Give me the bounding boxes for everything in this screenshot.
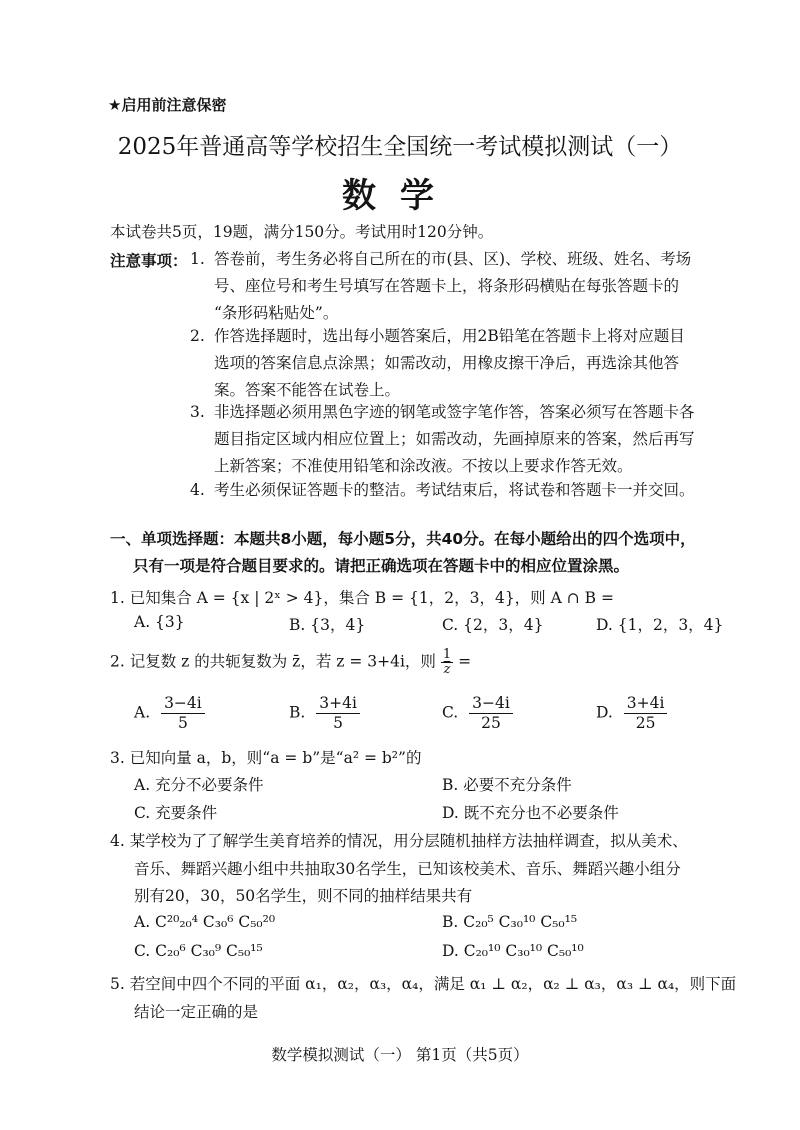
note-line: “条形码粘贴处”。: [214, 304, 339, 322]
note-item-4: [190, 477, 695, 504]
question-1-stem: 1. 已知集合 A = {x | 2ˣ > 4}，集合 B = {1，2，3，4}，则 A ∩ B =: [110, 589, 614, 607]
note-line: 非选择题必须用黑色字迹的钢笔或签字笔作答，答案必须写在答题卡各: [214, 403, 695, 421]
confidential-notice: ★启用前注意保密: [108, 96, 227, 114]
note-item-2: [190, 323, 685, 404]
note-line: 选项的答案信息点涂黑；如需改动，用橡皮擦干净后，再选涂其他答: [214, 354, 680, 372]
note-number: 1.: [190, 250, 205, 268]
option-label: C.: [442, 703, 459, 722]
question-4-line-3: 别有20，30，50名学生，则不同的抽样结果共有: [134, 887, 473, 905]
option-label: B.: [289, 703, 306, 722]
exam-title: 2025年普通高等学校招生全国统一考试模拟测试（一）: [117, 134, 683, 160]
option-fraction: [161, 694, 205, 733]
question-4-option-a: A. C²⁰₂₀⁴ C₃₀⁶ C₅₀²⁰: [134, 913, 276, 931]
question-1-option-b: B. {3，4}: [289, 616, 366, 634]
question-4-option-b: B. C₂₀⁵ C₃₀¹⁰ C₅₀¹⁵: [442, 913, 578, 931]
section-heading-cont: 只有一项是符合题目要求的。请把正确选项在答题卡中的相应位置涂黑。: [133, 557, 630, 575]
fraction-numerator: 3−4i: [469, 694, 513, 714]
question-1-option-a: A. {3}: [134, 613, 185, 631]
question-1-option-d: D. {1，2，3，4}: [596, 616, 724, 634]
fraction-numerator: 3+4i: [316, 694, 360, 714]
question-5-line-1: 5. 若空间中四个不同的平面 α₁，α₂，α₃，α₄，满足 α₁ ⊥ α₂，α₂ ⊥ α₃，α₃ ⊥ α₄，则下面: [110, 975, 737, 993]
note-number: 3.: [190, 403, 205, 421]
question-2-option-c: [442, 694, 513, 733]
question-4-line-2: 音乐、舞蹈兴趣小组中共抽取30名学生，已知该校美术、音乐、舞蹈兴趣小组分: [134, 860, 681, 878]
note-number: 4.: [190, 481, 205, 499]
question-2-option-d: [596, 694, 667, 733]
question-4-option-c: C. C₂₀⁶ C₃₀⁹ C₅₀¹⁵: [134, 942, 263, 960]
question-2-stem: [110, 648, 471, 677]
option-fraction: [469, 694, 513, 733]
fraction-denominator: 25: [481, 714, 501, 732]
question-3-option-c: C. 充要条件: [134, 804, 218, 822]
note-item-1: [190, 246, 691, 327]
option-fraction: [624, 694, 668, 733]
fraction-denominator: z: [443, 662, 451, 677]
section-heading: 一、单项选择题：本题共8小题，每小题5分，共40分。在每小题给出的四个选项中，: [110, 530, 696, 548]
exam-intro: 本试卷共5页，19题，满分150分。考试用时120分钟。: [110, 223, 494, 241]
page-footer: 数学模拟测试（一） 第1页（共5页）: [271, 1046, 529, 1064]
question-2-fraction: [441, 648, 453, 677]
fraction-denominator: 5: [177, 714, 188, 732]
option-label: A.: [134, 703, 151, 722]
option-fraction: [316, 694, 360, 733]
note-line: 上新答案；不准使用铅笔和涂改液。不按以上要求作答无效。: [214, 457, 633, 475]
note-item-3: [190, 399, 695, 480]
fraction-denominator: 25: [635, 714, 656, 732]
question-3-option-b: B. 必要不充分条件: [442, 776, 572, 794]
question-3-stem: 3. 已知向量 a，b，则“a = b”是“a² = b²”的: [110, 749, 422, 767]
question-2-stem-end: =: [458, 652, 472, 671]
question-2-stem-text: 2. 记复数 z 的共轭复数为 z̄，若 z = 3+4i，则: [110, 652, 436, 671]
note-line: 作答选择题时，选出每小题答案后，用2B铅笔在答题卡上将对应题目: [214, 327, 685, 345]
fraction-numerator: 3+4i: [624, 694, 668, 714]
question-5-line-2: 结论一定正确的是: [134, 1003, 259, 1021]
question-4-line-1: 4. 某学校为了了解学生美育培养的情况，用分层随机抽样方法抽样调查，拟从美术、: [110, 832, 688, 850]
note-line: 题目指定区域内相应位置上；如需改动，先画掉原来的答案，然后再写: [214, 430, 695, 448]
fraction-numerator: 1: [442, 647, 452, 662]
note-line: 号、座位号和考生号填写在答题卡上，将条形码横贴在每张答题卡的: [214, 277, 680, 295]
subject-title: 数学: [342, 176, 458, 216]
note-line: 考生必须保证答题卡的整洁。考试结束后，将试卷和答题卡一并交回。: [214, 481, 695, 499]
option-label: D.: [596, 703, 613, 722]
note-line: 案。答案不能答在试卷上。: [214, 381, 401, 399]
note-number: 2.: [190, 327, 205, 345]
question-3-option-d: D. 既不充分也不必要条件: [442, 804, 619, 822]
question-4-option-d: D. C₂₀¹⁰ C₃₀¹⁰ C₅₀¹⁰: [442, 942, 584, 960]
notes-label: 注意事项：: [110, 252, 188, 270]
fraction-numerator: 3−4i: [161, 694, 205, 714]
question-2-option-b: [289, 694, 360, 733]
question-3-option-a: A. 充分不必要条件: [134, 776, 264, 794]
question-2-option-a: [134, 694, 205, 733]
note-line: 答卷前，考生务必将自己所在的市(县、区)、学校、班级、姓名、考场: [214, 250, 692, 268]
fraction-denominator: 5: [333, 714, 344, 732]
question-1-option-c: C. {2，3，4}: [442, 616, 544, 634]
